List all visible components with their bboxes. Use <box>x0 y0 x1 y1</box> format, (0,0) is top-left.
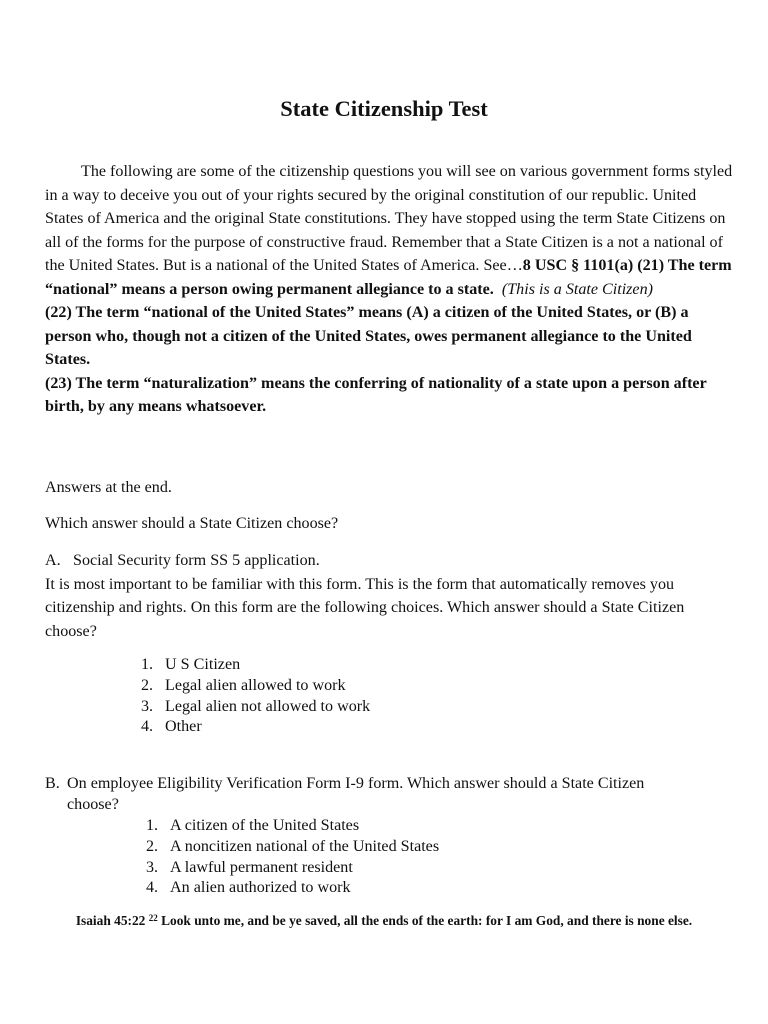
option-text: U S Citizen <box>165 656 241 673</box>
option-number: 3. <box>146 858 159 876</box>
usc-definition-21: 8 USC § 1101(a) (21) The term “national” means a person owing permanent allegiance to a state. <box>45 257 732 298</box>
option-number: 1. <box>141 656 154 673</box>
answers-note: Answers at the end. <box>45 479 172 496</box>
usc-definition-23: (23) The term “naturalization” means the conferring of nationality of a state upon a person after birth, by any means whatsoever. <box>45 374 707 415</box>
option-text: A noncitizen national of the United States <box>170 837 440 855</box>
list-item <box>141 676 370 697</box>
question-b-line2: choose? <box>67 795 119 813</box>
question-a-options <box>141 655 370 738</box>
usc-definition-22: (22) The term “national of the United States” means (A) a citizen of the United States, or (B) a person who, though not a citizen of the United States, owes permanent allegiance to the United States. <box>45 304 692 368</box>
option-number: 4. <box>141 718 154 736</box>
verse-number: 22 <box>148 913 158 923</box>
option-text: A citizen of the United States <box>170 817 360 834</box>
option-number: 2. <box>146 837 159 855</box>
state-citizen-note: (This is a State Citizen) <box>501 280 653 298</box>
question-b-line1: On employee Eligibility Verification Form I-9 form. Which answer should a State Citizen <box>67 775 645 792</box>
option-text: A lawful permanent resident <box>170 858 353 876</box>
page-title: State Citizenship Test <box>280 96 488 121</box>
question-b <box>45 774 735 816</box>
list-item <box>141 717 370 738</box>
verse-text: Look unto me, and be ye saved, all the ends of the earth: for I am God, and there is none else. <box>161 913 693 928</box>
option-number: 4. <box>146 879 159 897</box>
question-a-heading: Social Security form SS 5 application. <box>73 552 320 569</box>
intro-paragraph: The following are some of the citizenship questions you will see on various government forms styled in a way to deceive you out of your rights secured by the original constitution of our republic. United States of America and the original State constitutions. They have stopped using the term State Citizens on all of the forms for the purpose of constructive fraud. Remember that a State Citizen is a not a national of the United States. But is a national of the United States of America. See… <box>45 163 733 274</box>
option-number: 2. <box>141 676 154 694</box>
option-number: 1. <box>146 817 159 834</box>
list-item <box>146 837 439 858</box>
list-item <box>146 858 439 879</box>
option-text: Legal alien not allowed to work <box>165 697 371 715</box>
option-number: 3. <box>141 697 154 715</box>
intro-text <box>45 160 735 419</box>
list-item <box>146 878 439 899</box>
option-text: An alien authorized to work <box>170 879 351 897</box>
question-a-label: A. <box>45 552 61 569</box>
question-a <box>45 549 735 643</box>
bible-verse-footer <box>40 910 728 932</box>
list-item <box>146 816 439 837</box>
list-item <box>141 697 370 718</box>
question-b-options <box>146 816 439 899</box>
question-a-body: It is most important to be familiar with this form. This is the form that automatically removes you citizenship and rights. On this form are the following choices. Which answer should a State Citizen choose? <box>45 575 685 640</box>
list-item <box>141 655 370 676</box>
option-text: Other <box>165 718 202 736</box>
which-answer-prompt: Which answer should a State Citizen choose? <box>45 515 339 532</box>
question-b-label: B. <box>45 775 60 792</box>
verse-reference: Isaiah 45:22 <box>75 913 146 928</box>
option-text: Legal alien allowed to work <box>165 676 346 694</box>
